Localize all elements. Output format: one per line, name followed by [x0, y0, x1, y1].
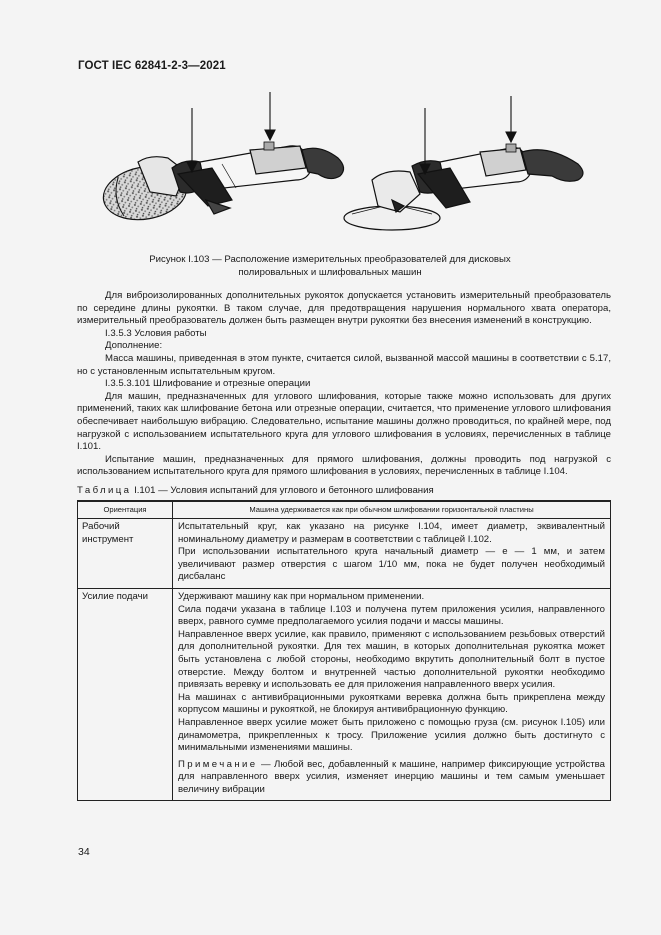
paragraph-machine-mass: Масса машины, приведенная в этом пункте, считается силой, вызванной массой машины в соответствии с 5.17, но с установленным испытательным кругом.	[77, 352, 611, 377]
grinder-machine-illustration	[344, 144, 583, 230]
conditions-table	[77, 500, 611, 801]
table-paragraph: Сила подачи указана в таблице I.103 и получена путем приложения усилия, направленного вверх, равного сумме предполагаемого усилия подачи и массы машины.	[178, 603, 605, 628]
page-number: 34	[78, 846, 90, 858]
column-header-machine-holding: Машина удерживается как при обычном шлифовании горизонтальной пластины	[173, 501, 611, 519]
figure-caption	[100, 254, 560, 279]
note-text: — Любой вес, добавленный к машине, например фиксирующие устройства для направленного вверх усилия, изменяет инерцию машины и тем самым уменьшает величину вибрации	[178, 758, 606, 795]
body-text	[77, 290, 611, 479]
note-label: Примечание	[178, 758, 258, 770]
table-paragraph: Испытательный круг, как указано на рисунке I.104, имеет диаметр, эквивалентный номинальному диаметру и размерам в соответствии с таблицей I.102.	[178, 521, 605, 545]
grinders-figure	[0, 88, 661, 248]
row-content-feed-force	[173, 588, 611, 801]
table-paragraph: Удерживают машину как при нормальном применении.	[178, 590, 425, 602]
table-title-prefix: Таблица	[77, 485, 132, 496]
section-heading-operating-conditions: I.3.5.3 Условия работы	[105, 327, 207, 339]
column-header-orientation: Ориентация	[78, 501, 173, 519]
section-heading-grinding-operations: I.3.5.3.101 Шлифование и отрезные операции	[105, 378, 311, 390]
row-content-working-tool	[173, 519, 611, 589]
document-header: ГОСТ IEC 62841-2-3—2021	[78, 60, 226, 72]
table-title	[77, 485, 434, 496]
paragraph-handle-mounting: Для виброизолированных дополнительных рукояток допускается установить измерительный преобразователь по середине длины рукоятки. В таком случае, для предотвращения нарушения нормального хвата оператора, измерительный преобразователь должен быть размещен внутри рукоятки без внесения изменений в конструкцию.	[77, 290, 611, 327]
table-row	[78, 519, 611, 589]
table-note	[178, 759, 605, 797]
polisher-machine-illustration	[99, 142, 343, 226]
paragraph-addition: Дополнение:	[105, 340, 163, 352]
table-paragraph: Направленное вверх усилие может быть приложено с помощью груза (см. рисунок I.105) или динамометра, прикрепленных к тросу. Приложение усилия должно быть достигнуто с минимальными изменениями машины.	[178, 716, 605, 754]
table-title-text: I.101 — Условия испытаний для углового и бетонного шлифования	[134, 485, 434, 496]
paragraph-straight-grinding: Испытание машин, предназначенных для прямого шлифования, должны проводить под нагрузкой с использованием испытательного круга для прямого шлифования в условиях, перечисленных в таблице I.104.	[77, 453, 611, 478]
table-paragraph: При использовании испытательного круга начальный диаметр — e — 1 мм, и затем увеличивают размер отверстия с шагом 1/10 мм, пока не будет получен необходимый дисбаланс	[178, 546, 605, 583]
row-label-working-tool: Рабочий инструмент	[78, 519, 173, 589]
table-row	[78, 588, 611, 801]
figure-caption-line2: полировальных и шлифовальных машин	[238, 266, 422, 278]
table-paragraph: Направленное вверх усилие, как правило, применяют с использованием резьбовых отверстий для дополнительной рукоятки. Для тех машин, в которых дополнительная рукоятка может быть установлена с любой стороны, необходимо вкрутить дополнительный болт в пустое отверстие. Между болтом и внутренней частью дополнительной рукоятки необходимо привязать веревку и использовать ее для приложения направленного вверх усилия.	[178, 628, 605, 691]
table-paragraph: На машинах с антивибрационными рукоятками веревка должна быть прикреплена между корпусом машины и рукояткой, не блокируя антивибрационную функцию.	[178, 691, 605, 716]
figure-caption-line1: Рисунок I.103 — Расположение измерительных преобразователей для дисковых	[149, 254, 511, 265]
row-label-feed-force: Усилие подачи	[78, 588, 173, 801]
paragraph-angle-grinding: Для машин, предназначенных для углового шлифования, которые также можно использовать для других применений, таких как шлифование бетона или отрезные операции, считается, что применение углового шлифования обеспечивает наибольшую вибрацию. Следовательно, испытание машины должно проводиться, по крайней мере, под нагрузкой с использованием испытательного круга для углового шлифования в условиях, перечисленных в таблице I.101.	[77, 390, 611, 453]
